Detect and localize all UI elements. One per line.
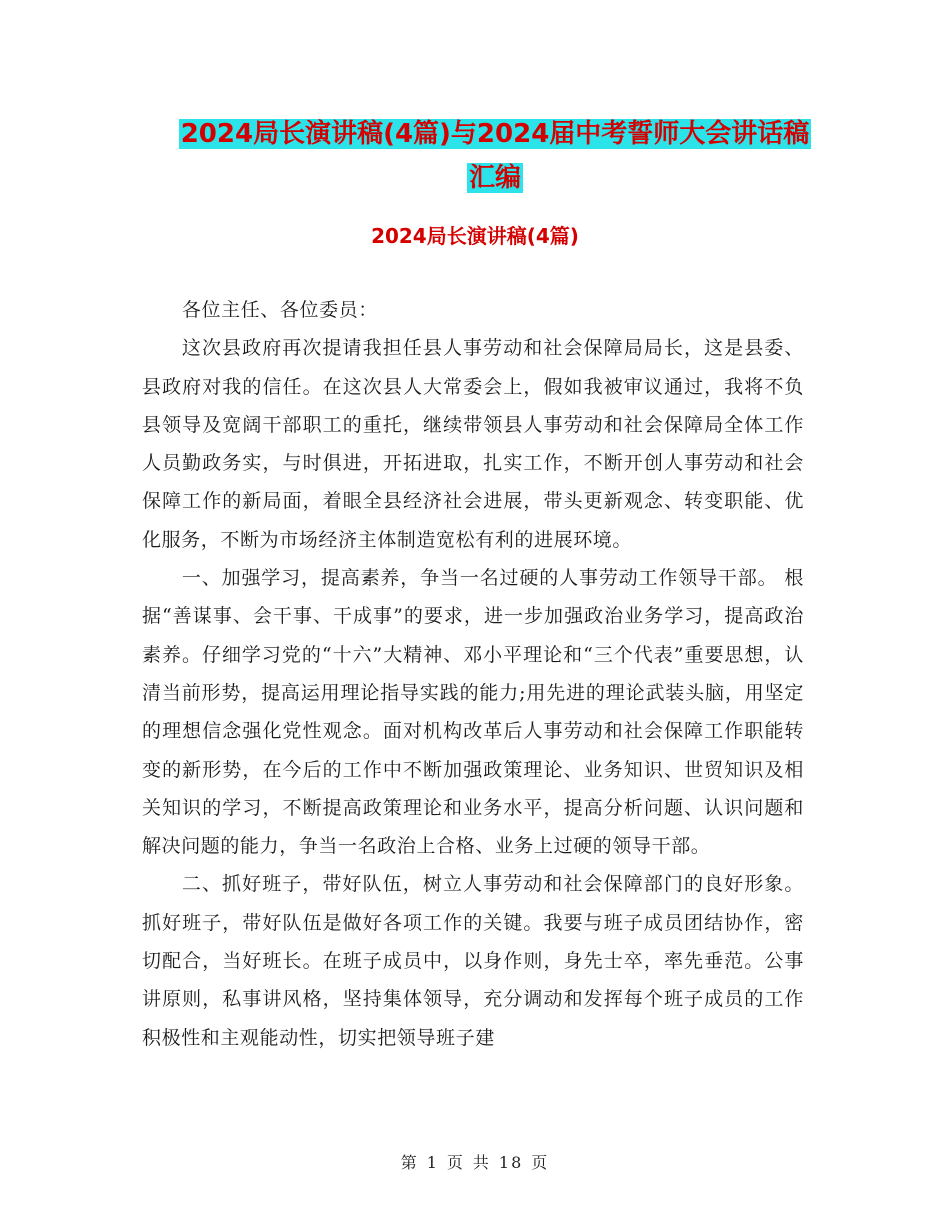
body-paragraph: 这次县政府再次提请我担任县人事劳动和社会保障局局长，这是县委、县政府对我的信任。在这次县人大常委会上，假如我被审议通过，我将不负县领导及宽阔干部职工的重托，继续带领县人事劳动和社会保障局全体工作人员勤政务实，与时俱进，开拓进取，扎实工作，不断开创人事劳动和社会保障工作的新局面，着眼全县经济社会进展，带头更新观念、转变职能、优化服务，不断为市场经济主体制造宽松有利的进展环境。 [142, 337, 804, 551]
body-paragraph: 二、抓好班子，带好队伍，树立人事劳动和社会保障部门的良好形象。 抓好班子，带好队伍是做好各项工作的关键。我要与班子成员团结协作，密切配合，当好班长。在班子成员中，以身作则，身先士卒，率先垂范。公事讲原则，私事讲风格，坚持集体领导，充分调动和发挥每个班子成员的工作积极性和主观能动性，切实把领导班子建 [142, 873, 804, 1049]
salutation-paragraph: 各位主任、各位委员： [181, 299, 378, 321]
footer-total-prefix: 共 [472, 1153, 491, 1172]
footer-total-unit: 页 [531, 1153, 550, 1172]
document-body [142, 291, 804, 1057]
section-title: 2024局长演讲稿(4篇) [371, 224, 579, 248]
document-title [140, 112, 850, 200]
document-title-line-1: 2024局长演讲稿(4篇)与2024届中考誓师大会讲话稿 [180, 119, 810, 149]
body-paragraph: 一、加强学习，提高素养，争当一名过硬的人事劳动工作领导干部。 根据“善谋事、会干事、干成事”的要求，进一步加强政治业务学习，提高政治素养。仔细学习党的“十六”大精神、邓小平理论和“三个代表”重要思想，认清当前形势，提高运用理论指导实践的能力;用先进的理论武装头脑，用坚定的理想信念强化党性观念。面对机构改革后人事劳动和社会保障工作职能转变的新形势，在今后的工作中不断加强政策理论、业务知识、世贸知识及相关知识的学习，不断提高政策理论和业务水平，提高分析问题、认识问题和解决问题的能力，争当一名政治上合格、业务上过硬的领导干部。 [142, 567, 804, 858]
footer-page-unit: 页 [446, 1153, 465, 1172]
document-title-line-2: 汇编 [468, 163, 521, 193]
footer-page-number: 1 [426, 1153, 439, 1172]
page-footer [0, 1150, 950, 1173]
footer-total-pages: 18 [498, 1153, 524, 1172]
footer-prefix: 第 [400, 1153, 419, 1172]
